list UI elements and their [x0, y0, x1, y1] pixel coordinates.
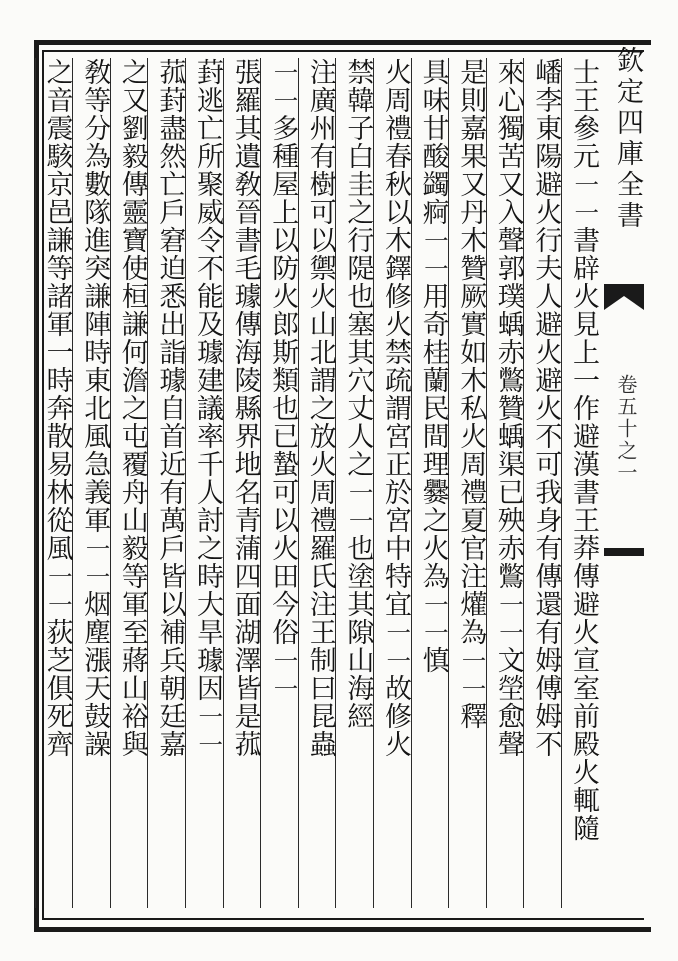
text-column — [73, 58, 115, 908]
fishtail-rule — [604, 548, 644, 556]
text-column — [299, 58, 341, 908]
column-text: 菰葑盡然亡戶窘迫悉出詣璩自首近有萬戶皆以補兵朝廷嘉 — [154, 58, 186, 758]
text-column — [186, 58, 228, 908]
text-column — [336, 58, 378, 908]
column-text: 來心獨苦又入聲郭璞蝺赤鷩贊蝺渠已殃赤鷩㇐㇐文塋愈聲 — [492, 58, 524, 758]
volume-label: 卷五十之一 — [614, 374, 638, 484]
column-text: 張羅其遺敎晉書毛璩傳海陵縣界地名青蒲四面湖澤皆是菰 — [229, 58, 261, 758]
column-text: 是則嘉果又丹木贊厥實如木私火周禮夏官注爟為㇐㇐釋 — [455, 58, 487, 730]
text-column — [412, 58, 454, 908]
column-text: 具味甘酸蠲痾㇐㇐用奇桂蘭民間理爨之火為㇐㇐慎 — [417, 58, 449, 674]
fishtail-mark — [604, 284, 644, 310]
column-text: 火周禮春秋以木鐸修火禁疏謂宮正於宮中特宜㇐㇐故修火 — [380, 58, 411, 758]
text-column — [524, 58, 566, 908]
column-text: 之音震駭京邑謙等諸軍一時奔散易林從風㇐㇐荻芝俱死齊 — [41, 58, 73, 758]
margin-header — [604, 44, 644, 914]
column-text: 敎等分為數隊進突謙陣時東北風急義軍㇐㇐烟塵漲天鼓譟 — [79, 58, 111, 758]
text-column — [224, 58, 266, 908]
text-column — [487, 58, 529, 908]
column-text: 葑逃亡所聚威令不能及璩建議率千人討之時大旱璩因㇐㇐ — [192, 58, 223, 758]
text-column — [111, 58, 153, 908]
column-text: 嶓李東陽避火行夫人避火避火不可我身有傳還有姆傅姆不 — [530, 58, 562, 758]
column-text: 之又劉毅傳靈寶使桓謙何澹之屯覆舟山毅等軍至蔣山裕與 — [116, 58, 148, 758]
text-column — [374, 58, 416, 908]
column-text: 禁韓子白圭之行隄也塞其穴丈人之㇐㇐也塗其隙山海經 — [342, 58, 374, 730]
text-column — [36, 58, 78, 908]
text-column — [148, 58, 190, 908]
book-title: 欽定四庫全書 — [612, 46, 643, 232]
column-text: 士王參元㇐㇐書辟火見上一作避漢書王莽傳避火宣室前殿火輒隨 — [568, 58, 599, 842]
column-text: 注廣州有樹可以禦火山北謂之放火周禮羅氏注王制曰昆蟲 — [304, 58, 336, 758]
text-column — [261, 58, 303, 908]
text-column — [562, 58, 604, 908]
text-column — [449, 58, 491, 908]
column-divider — [35, 58, 36, 908]
column-text: ㇐㇐多種屋上以防火郎斯類也已蟄可以火田今俗㇐㇐ — [267, 58, 299, 702]
